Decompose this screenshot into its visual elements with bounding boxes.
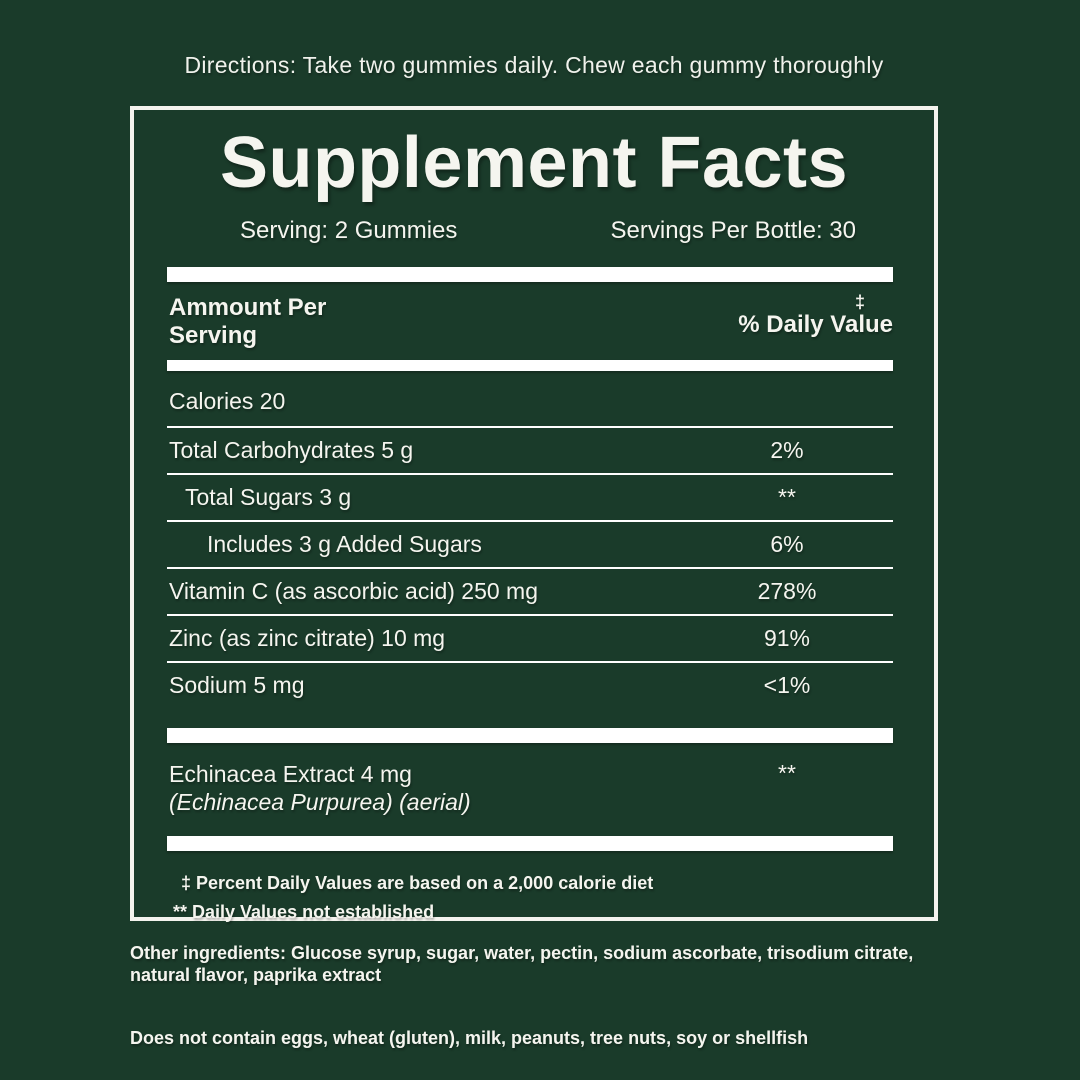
- panel-title: Supplement Facts: [219, 123, 849, 203]
- nutrient-row: [167, 473, 893, 520]
- divider-bar-mid: [167, 728, 893, 743]
- nutrient-value: 278%: [757, 578, 817, 604]
- footnotes: [167, 869, 893, 927]
- nutrient-value: <1%: [763, 672, 811, 698]
- botanical-detail: (Echinacea Purpurea) (aerial): [169, 789, 471, 815]
- footnote-not-established: ** Daily Values not established: [173, 902, 435, 922]
- nutrient-name: Total Sugars 3 g: [185, 484, 352, 510]
- divider-bar-top: [167, 267, 893, 282]
- nutrient-row: [167, 567, 893, 614]
- amount-header-line1: Ammount Per: [169, 294, 327, 321]
- nutrient-name: Vitamin C (as ascorbic acid) 250 mg: [169, 578, 538, 604]
- footer-text-block: [130, 942, 936, 1049]
- botanical-name: Echinacea Extract 4 mg: [169, 761, 412, 787]
- servings-per-bottle-text: Servings Per Bottle: 30: [610, 217, 856, 244]
- allergen-text: Does not contain eggs, wheat (gluten), milk, peanuts, tree nuts, soy or shellfish: [130, 1028, 809, 1048]
- daily-value-header-label: % Daily Value: [738, 311, 893, 338]
- daily-value-header: [738, 294, 893, 340]
- nutrient-row: [167, 371, 893, 426]
- botanical-row: [167, 743, 893, 836]
- table-header-row: [167, 282, 893, 360]
- nutrient-value: 2%: [770, 437, 804, 463]
- divider-bar-bottom: [167, 836, 893, 851]
- nutrient-row: [167, 614, 893, 661]
- facts-content: [167, 267, 893, 927]
- nutrient-rows: [167, 371, 893, 728]
- botanical-names: [169, 760, 717, 816]
- nutrient-value: **: [778, 484, 796, 510]
- divider-bar-header: [167, 360, 893, 371]
- nutrient-row: [167, 520, 893, 567]
- amount-header-line2: Serving: [169, 322, 258, 349]
- amount-per-serving-header: [169, 294, 326, 350]
- nutrient-name: Zinc (as zinc citrate) 10 mg: [169, 625, 446, 651]
- nutrient-name: Calories 20: [169, 388, 286, 414]
- serving-size-text: Serving: 2 Gummies: [240, 217, 458, 244]
- nutrient-row: [167, 661, 893, 728]
- supplement-facts-panel: [130, 106, 938, 921]
- nutrient-row: [167, 426, 893, 473]
- footnote-daily-value: ‡ Percent Daily Values are based on a 2,000 calorie diet: [181, 873, 654, 893]
- nutrient-value: 91%: [763, 625, 811, 651]
- dagger-symbol: ‡: [854, 292, 865, 312]
- nutrient-name: Sodium 5 mg: [169, 672, 305, 698]
- other-ingredients-text: Other ingredients: Glucose syrup, sugar, water, pectin, sodium ascorbate, trisodium citrate, natural flavor, paprika extract: [130, 943, 914, 985]
- nutrient-value: 6%: [770, 531, 804, 557]
- directions-text: Directions: Take two gummies daily. Chew each gummy thoroughly: [184, 52, 884, 78]
- serving-info-row: [134, 217, 934, 245]
- label-column: [130, 0, 938, 921]
- nutrient-name: Total Carbohydrates 5 g: [169, 437, 414, 463]
- nutrient-name: Includes 3 g Added Sugars: [207, 531, 482, 557]
- botanical-value: **: [778, 760, 796, 786]
